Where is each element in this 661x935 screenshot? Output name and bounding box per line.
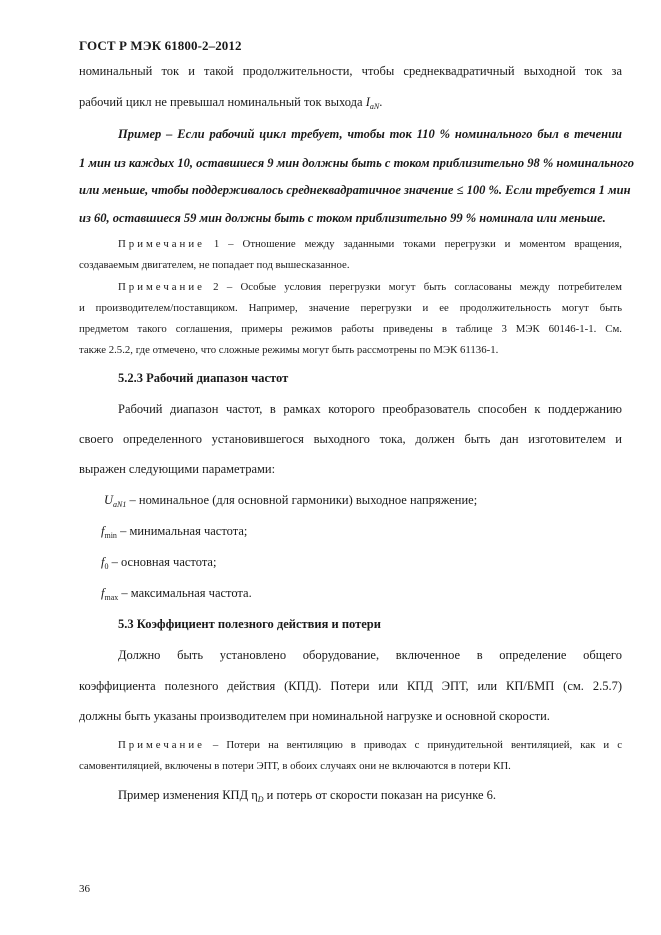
page-number: 36 [79, 883, 90, 895]
param-rated-voltage: $U_{aN1}$ – номинальное (для основной гармоники) выходное напряжение; [104, 493, 478, 509]
note-2-line-3: предметом такого соглашения, примеры режимов работы приведены в таблице 3 МЭК 60146-1-1. См. [79, 323, 622, 335]
section-heading-5-2-3: 5.2.3 Рабочий диапазон частот [118, 371, 289, 385]
note-2-line-2: и производителем/поставщиком. Например, значение перегрузки и ее продолжительность могут быть [79, 302, 622, 314]
param-min-frequency: $f_{min}$ – минимальная частота; [101, 524, 248, 540]
note-1-line-2: создаваемым двигателем, не попадает под вышесказанное. [79, 259, 350, 271]
note-3-line-1: Примечание – Потери на вентиляцию в приводах с принудительной вентиляцией, как и с [118, 739, 622, 751]
note-label: Примечание [118, 739, 205, 751]
section-heading-5-3: 5.3 Коэффициент полезного действия и потери [118, 617, 381, 631]
param-max-frequency: $f_{max}$ – максимальная частота. [101, 586, 252, 602]
figure-reference: Пример изменения КПД $\eta_D$ и потерь от скорости показан на рисунке 6. [118, 788, 496, 804]
section-5-2-3-line-2: своего определенного установившегося выходного тока, должен быть дан изготовителем и [79, 432, 622, 446]
document-header: ГОСТ Р МЭК 61800-2–2012 [79, 38, 242, 53]
note-2-line-4: также 2.5.2, где отмечено, что сложные режимы могут быть рассмотрены по МЭК 61136-1. [79, 344, 499, 356]
section-5-3-line-2: коэффициента полезного действия (КПД). Потери или КПД ЭПТ, или КП/БМП (см. 2.5.7) [79, 679, 622, 693]
example-line-4: из 60, оставшиеся 59 мин должны быть с током приблизительно 99 % номинала или меньше. [79, 211, 606, 225]
example-line-1: Пример – Если рабочий цикл требует, чтобы ток 110 % номинального был в течении [118, 127, 622, 141]
intro-line-2: рабочий цикл не превышал номинальный ток выхода $I_{aN}$. [79, 95, 383, 111]
section-5-3-line-1: Должно быть установлено оборудование, включенное в определение общего [118, 648, 622, 662]
param-base-frequency: $f_0$ – основная частота; [101, 555, 217, 571]
note-label: Примечание [118, 238, 205, 250]
note-3-line-2: самовентиляцией, включены в потери ЭПТ, в обоих случаях они не включаются в потери КП. [79, 760, 511, 772]
section-5-2-3-line-3: выражен следующими параметрами: [79, 462, 276, 476]
example-line-2: 1 мин из каждых 10, оставшиеся 9 мин должны быть с током приблизительно 98 % номинального [79, 156, 634, 170]
note-2-line-1: Примечание 2 – Особые условия перегрузки могут быть согласованы между потребителем [118, 281, 622, 293]
section-5-3-line-3: должны быть указаны производителем при номинальной нагрузке и основной скорости. [79, 709, 550, 723]
example-line-3: или меньше, чтобы поддерживалось среднеквадратичное значение ≤ 100 %. Если требуется 1 мин [79, 183, 631, 197]
intro-line-1: номинальный ток и такой продолжительности, чтобы среднеквадратичный выходной ток за [79, 64, 622, 78]
note-label: Примечание [118, 281, 205, 293]
section-5-2-3-line-1: Рабочий диапазон частот, в рамках которого преобразователь способен к поддержанию [118, 402, 622, 416]
note-1-line-1: Примечание 1 – Отношение между заданными токами перегрузки и моментом вращения, [118, 238, 622, 250]
